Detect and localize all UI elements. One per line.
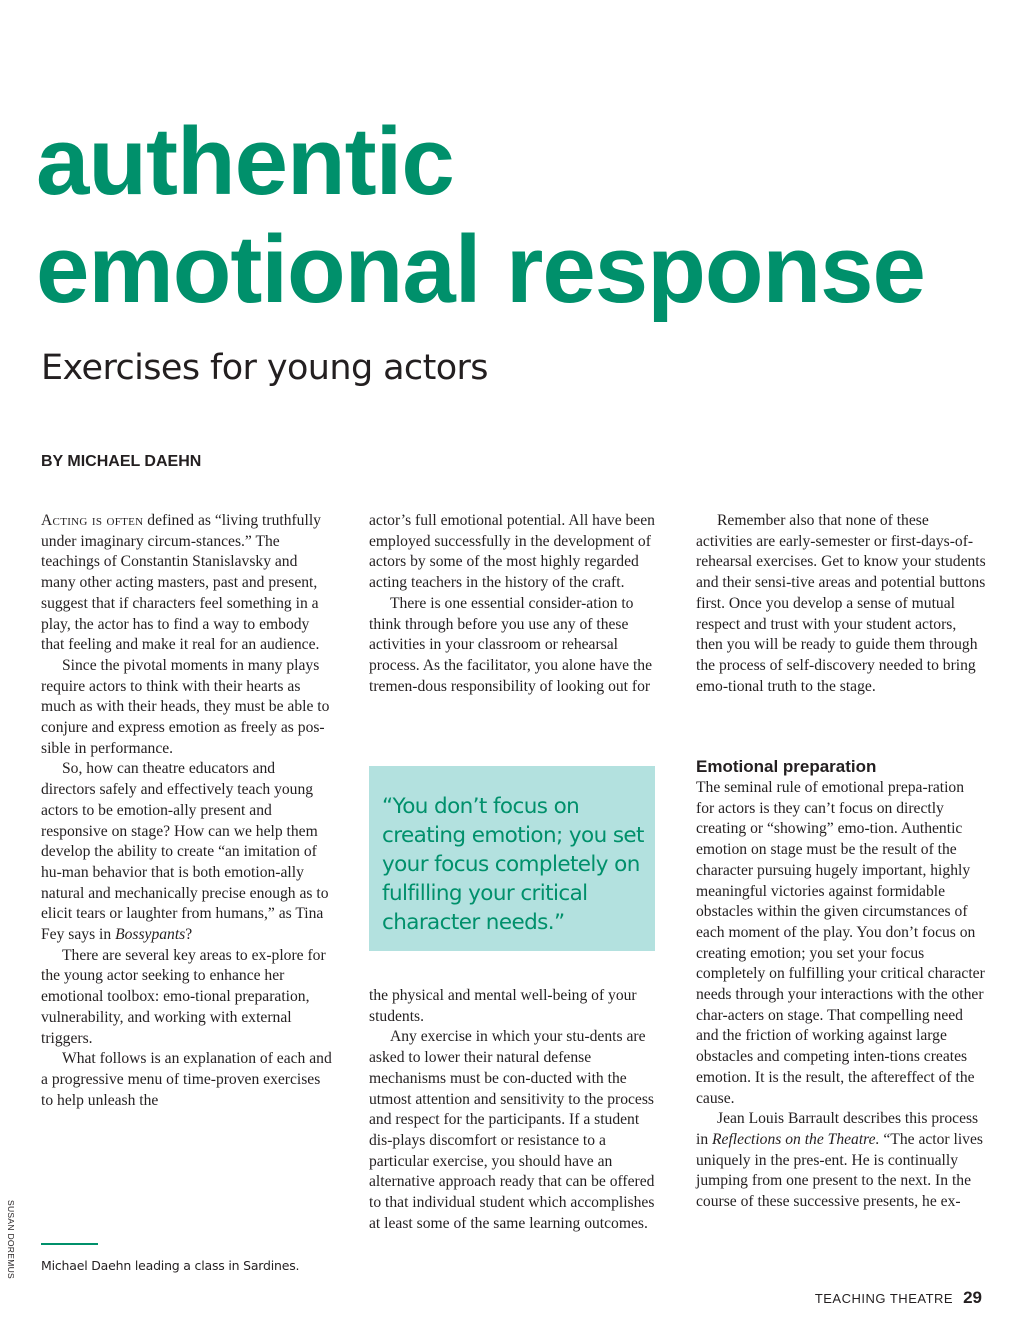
body-column-2-bottom: [369, 986, 659, 1234]
paragraph-text: defined as “living truthfully under imaginary circum-stances.” The teachings of Constantin Stanislavsky and many other acting masters, past and present, suggest that if characters feel something in a play, the actor has to find a way to embody that feeling and make it real for an audience.: [41, 512, 321, 654]
paragraph: Since the pivotal moments in many plays require actors to think with their hearts as much as with their heads, they must be able to conjure and express emotion as freely as pos-sible in performance.: [41, 656, 330, 757]
article-title: [36, 108, 925, 324]
lead-in: Acting is often: [41, 512, 144, 529]
photo-credit: [4, 1200, 18, 1279]
paragraph: [41, 759, 333, 945]
paragraph-text: So, how can theatre educators and directors safely and effectively teach young actors to be emotion-ally present and responsive on stage? How can we help them develop the ability to create “an imitation of hu-man behavior that is both emotion-ally natural and mechanically precise enough as to elicit tears or laughter from humans,” as Tina Fey says in: [41, 760, 329, 944]
publication-name: TEACHING THEATRE: [814, 1291, 954, 1306]
byline: BY MICHAEL DAEHN: [41, 453, 202, 470]
book-title: Bossypants: [115, 926, 186, 944]
pull-quote: [369, 766, 655, 951]
caption-rule: [41, 1243, 98, 1245]
paragraph-text: “The actor lives uniquely in the pres-ent. He is continually jumping from one present to the next. In the course of these successive presents, he ex-: [696, 1130, 983, 1211]
book-title: Reflections on the Theatre.: [712, 1130, 880, 1148]
body-column-1: [41, 511, 333, 1111]
paragraph: the physical and mental well-being of your students.: [369, 987, 637, 1025]
title-line-2: emotional response: [36, 216, 925, 323]
title-line-1: authentic: [36, 108, 454, 215]
section-heading: Emotional preparation: [696, 757, 877, 776]
paragraph: There is one essential consider-ation to think through before you use any of these activities in your classroom or rehearsal process. As the facilitator, you alone have the tremen-dous responsibility of looking out for: [369, 594, 653, 695]
paragraph: actor’s full emotional potential. All have been employed successfully in the development of actors by some of the most highly regarded acting teachers in the history of the craft.: [369, 512, 655, 592]
page-number: 29: [963, 1288, 982, 1307]
body-column-3-top: [696, 511, 986, 697]
paragraph: The seminal rule of emotional prepa-ration for actors is they can’t focus on directly creating or “showing” emo-tion. Authentic emotion on stage must be the result of the character pursuing hugely important, highly meaningful victories against formidable obstacles within the given circumstances of each moment of the play. You don’t focus on creating emotion; you set your focus completely on fulfilling your critical character needs through your interactions with the other char-acters on stage. That compelling need and the friction of working against large obstacles and competing inten-tions creates emotion. It is the result, the aftereffect of the cause.: [696, 779, 985, 1107]
paragraph: There are several key areas to ex-plore for the young actor seeking to enhance her emotional toolbox: emo-tional preparation, vulnerability, and working with external triggers.: [41, 946, 326, 1047]
pull-quote-text: “You don’t focus on creating emotion; you set your focus completely on fulfilling your critical character needs.”: [382, 794, 644, 935]
paragraph: [41, 511, 333, 656]
page-footer: [815, 1288, 982, 1308]
paragraph: [696, 1109, 986, 1213]
photo-caption: Michael Daehn leading a class in Sardines.: [41, 1258, 300, 1273]
paragraph: Any exercise in which your stu-dents are asked to lower their natural defense mechanisms must be con-ducted with the utmost attention and sensitivity to the process and respect for the participants. If a student dis-plays discomfort or resistance to a particular exercise, you should have an alternative approach ready that can be offered to that individual student which accomplishes at least some of the same learning outcomes.: [369, 1028, 655, 1232]
body-column-3-bottom: [696, 756, 986, 1213]
article-subtitle: Exercises for young actors: [41, 348, 488, 388]
paragraph-text: ?: [185, 926, 193, 944]
paragraph: Remember also that none of these activities are early-semester or first-days-of-rehearsal exercises. Get to know your students and their sensi-tive areas and potential buttons first. Once you develop a sense of mutual respect and trust with your student actors, then you will be ready to guide them through the process of self-discovery needed to bring emo-tional truth to the stage.: [696, 512, 986, 695]
paragraph-text: Jean Louis Barrault describes this process in: [696, 1110, 979, 1148]
photo-credit-text: SUSAN DOREMUS: [6, 1200, 16, 1279]
body-column-2-top: [369, 511, 659, 697]
paragraph: What follows is an explanation of each and a progressive menu of time-proven exercises to help unleash the: [41, 1050, 332, 1109]
